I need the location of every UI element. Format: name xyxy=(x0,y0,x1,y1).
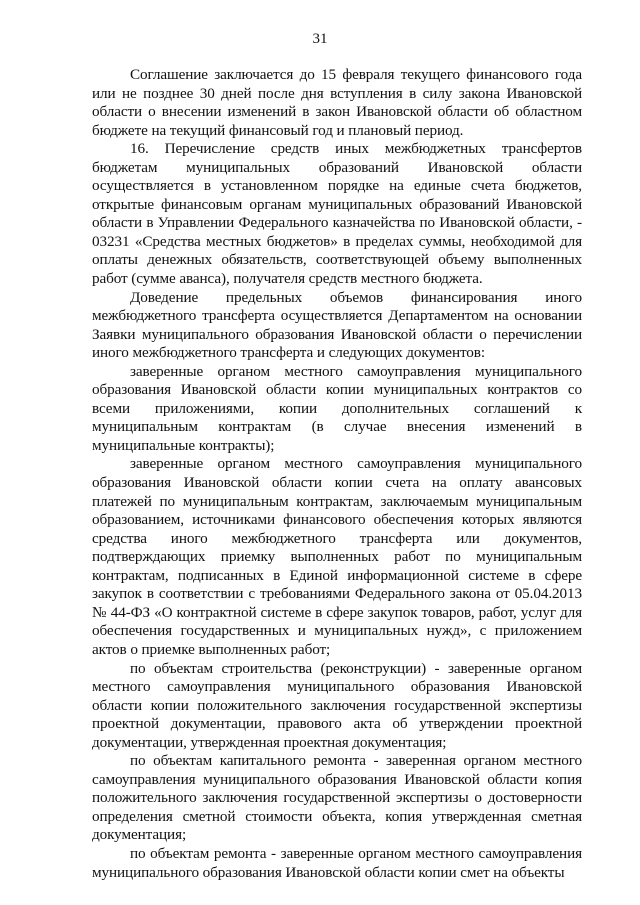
paragraph-construction-objects: по объектам строительства (реконструкции) - заверенные органом местного самоуправления муниципального образования Ивановской области копии положительного заключения государственной экспертизы проектной документации, правового акта об утверждении проектной документации, утвержденная проектная документация; xyxy=(92,659,582,751)
paragraph-item-16-transfer: 16. Перечисление средств иных межбюджетных трансфертов бюджетам муниципальных образований Ивановской области осуществляется в установленном порядке на единые счета бюджетов, открытые финансовым органам муниципальных образований Ивановской области в Управлении Федерального казначейства по Ивановской области, - 03231 «Средства местных бюджетов» в пределах суммы, необходимой для оплаты денежных обязательств, соответствующей объему выполненных работ (сумме аванса), получателя средств местного бюджета. xyxy=(92,140,582,288)
paragraph-repair-objects: по объектам ремонта - заверенные органом местного самоуправления муниципального образования Ивановской области копии смет на объекты xyxy=(92,844,582,881)
page-number: 31 xyxy=(312,31,328,47)
paragraph-capital-repair-objects: по объектам капитального ремонта - заверенная органом местного самоуправления муниципального образования Ивановской области копия положительного заключения государственной экспертизы о достоверности определения сметной стоимости объекта, копия утвержденная сметная документация; xyxy=(92,752,582,844)
paragraph-agreement-deadline: Соглашение заключается до 15 февраля текущего финансового года или не позднее 30 дней после дня вступления в силу закона Ивановской области о внесении изменений в закон Ивановской области об областном бюджете на текущий финансовый год и плановый период. xyxy=(92,66,582,139)
paragraph-invoice-copies: заверенные органом местного самоуправления муниципального образования Ивановской области копии счета на оплату авансовых платежей по муниципальным контрактам, заключаемым муниципальным образованием, источниками финансового обеспечения которых являются средства иного межбюджетного трансферта или документов, подтверждающих приемку выполненных работ по муниципальным контрактам, подписанных в Единой информационной системе в сфере закупок в соответствии с требованиями Федерального закона от 05.04.2013 № 44-ФЗ «О контрактной системе в сфере закупок товаров, работ, услуг для обеспечения государственных и муниципальных нужд», с приложением актов о приемке выполненных работ; xyxy=(92,455,582,658)
document-body xyxy=(92,66,582,882)
paragraph-contract-copies: заверенные органом местного самоуправления муниципального образования Ивановской области копии муниципальных контрактов со всеми приложениями, копии дополнительных соглашений к муниципальным контрактам (в случае внесения изменений в муниципальные контракты); xyxy=(92,362,582,454)
paragraph-financing-limits: Доведение предельных объемов финансирования иного межбюджетного трансферта осуществляется Департаментом на основании Заявки муниципального образования Ивановской области о перечислении иного межбюджетного трансферта и следующих документов: xyxy=(92,288,582,362)
